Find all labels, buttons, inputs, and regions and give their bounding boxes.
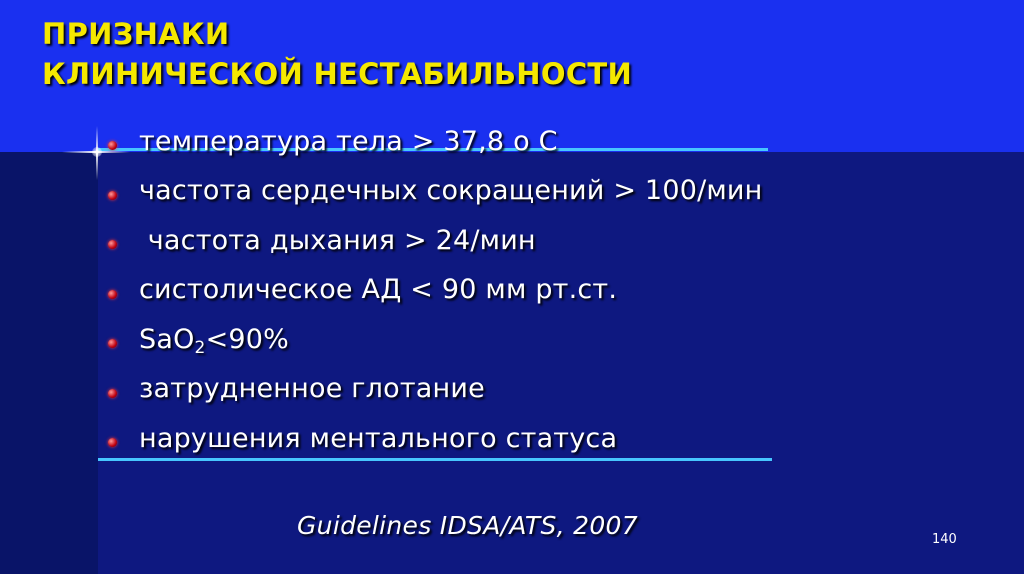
bullet-icon: [108, 339, 117, 348]
bullet-icon: [108, 141, 117, 150]
item-text: SaO$_2$<90%: [139, 323, 290, 358]
title-line-1: ПРИЗНАКИ: [42, 17, 230, 51]
item-text: частота сердечных сокращений > 100/мин: [139, 175, 763, 207]
page-number: 140: [932, 532, 957, 547]
bullet-icon: [108, 389, 117, 398]
item-text: нарушения ментального статуса: [139, 422, 618, 454]
left-strip: [0, 152, 98, 574]
list-item: [108, 217, 763, 267]
sparkle-icon-center: [92, 147, 102, 157]
bullet-icon: [108, 290, 117, 299]
bullet-icon: [108, 438, 117, 447]
slide-title: [42, 14, 632, 94]
item-text: температура тела > 37,8 о С: [139, 125, 558, 157]
list-item: [108, 267, 763, 317]
item-text: частота дыхания > 24/мин: [139, 224, 536, 256]
list-item: [108, 366, 763, 416]
item-text: затрудненное глотание: [139, 373, 485, 405]
list-item: [108, 118, 763, 168]
bottom-rule: [98, 458, 772, 461]
bullet-list: [108, 118, 763, 465]
citation: Guidelines IDSA/ATS, 2007: [297, 511, 638, 540]
item-text: систолическое АД < 90 мм рт.ст.: [139, 274, 618, 306]
list-item: [108, 316, 763, 366]
list-item: [108, 168, 763, 218]
bullet-icon: [108, 191, 117, 200]
title-line-2: КЛИНИЧЕСКОЙ НЕСТАБИЛЬНОСТИ: [42, 57, 633, 91]
bullet-icon: [108, 240, 117, 249]
